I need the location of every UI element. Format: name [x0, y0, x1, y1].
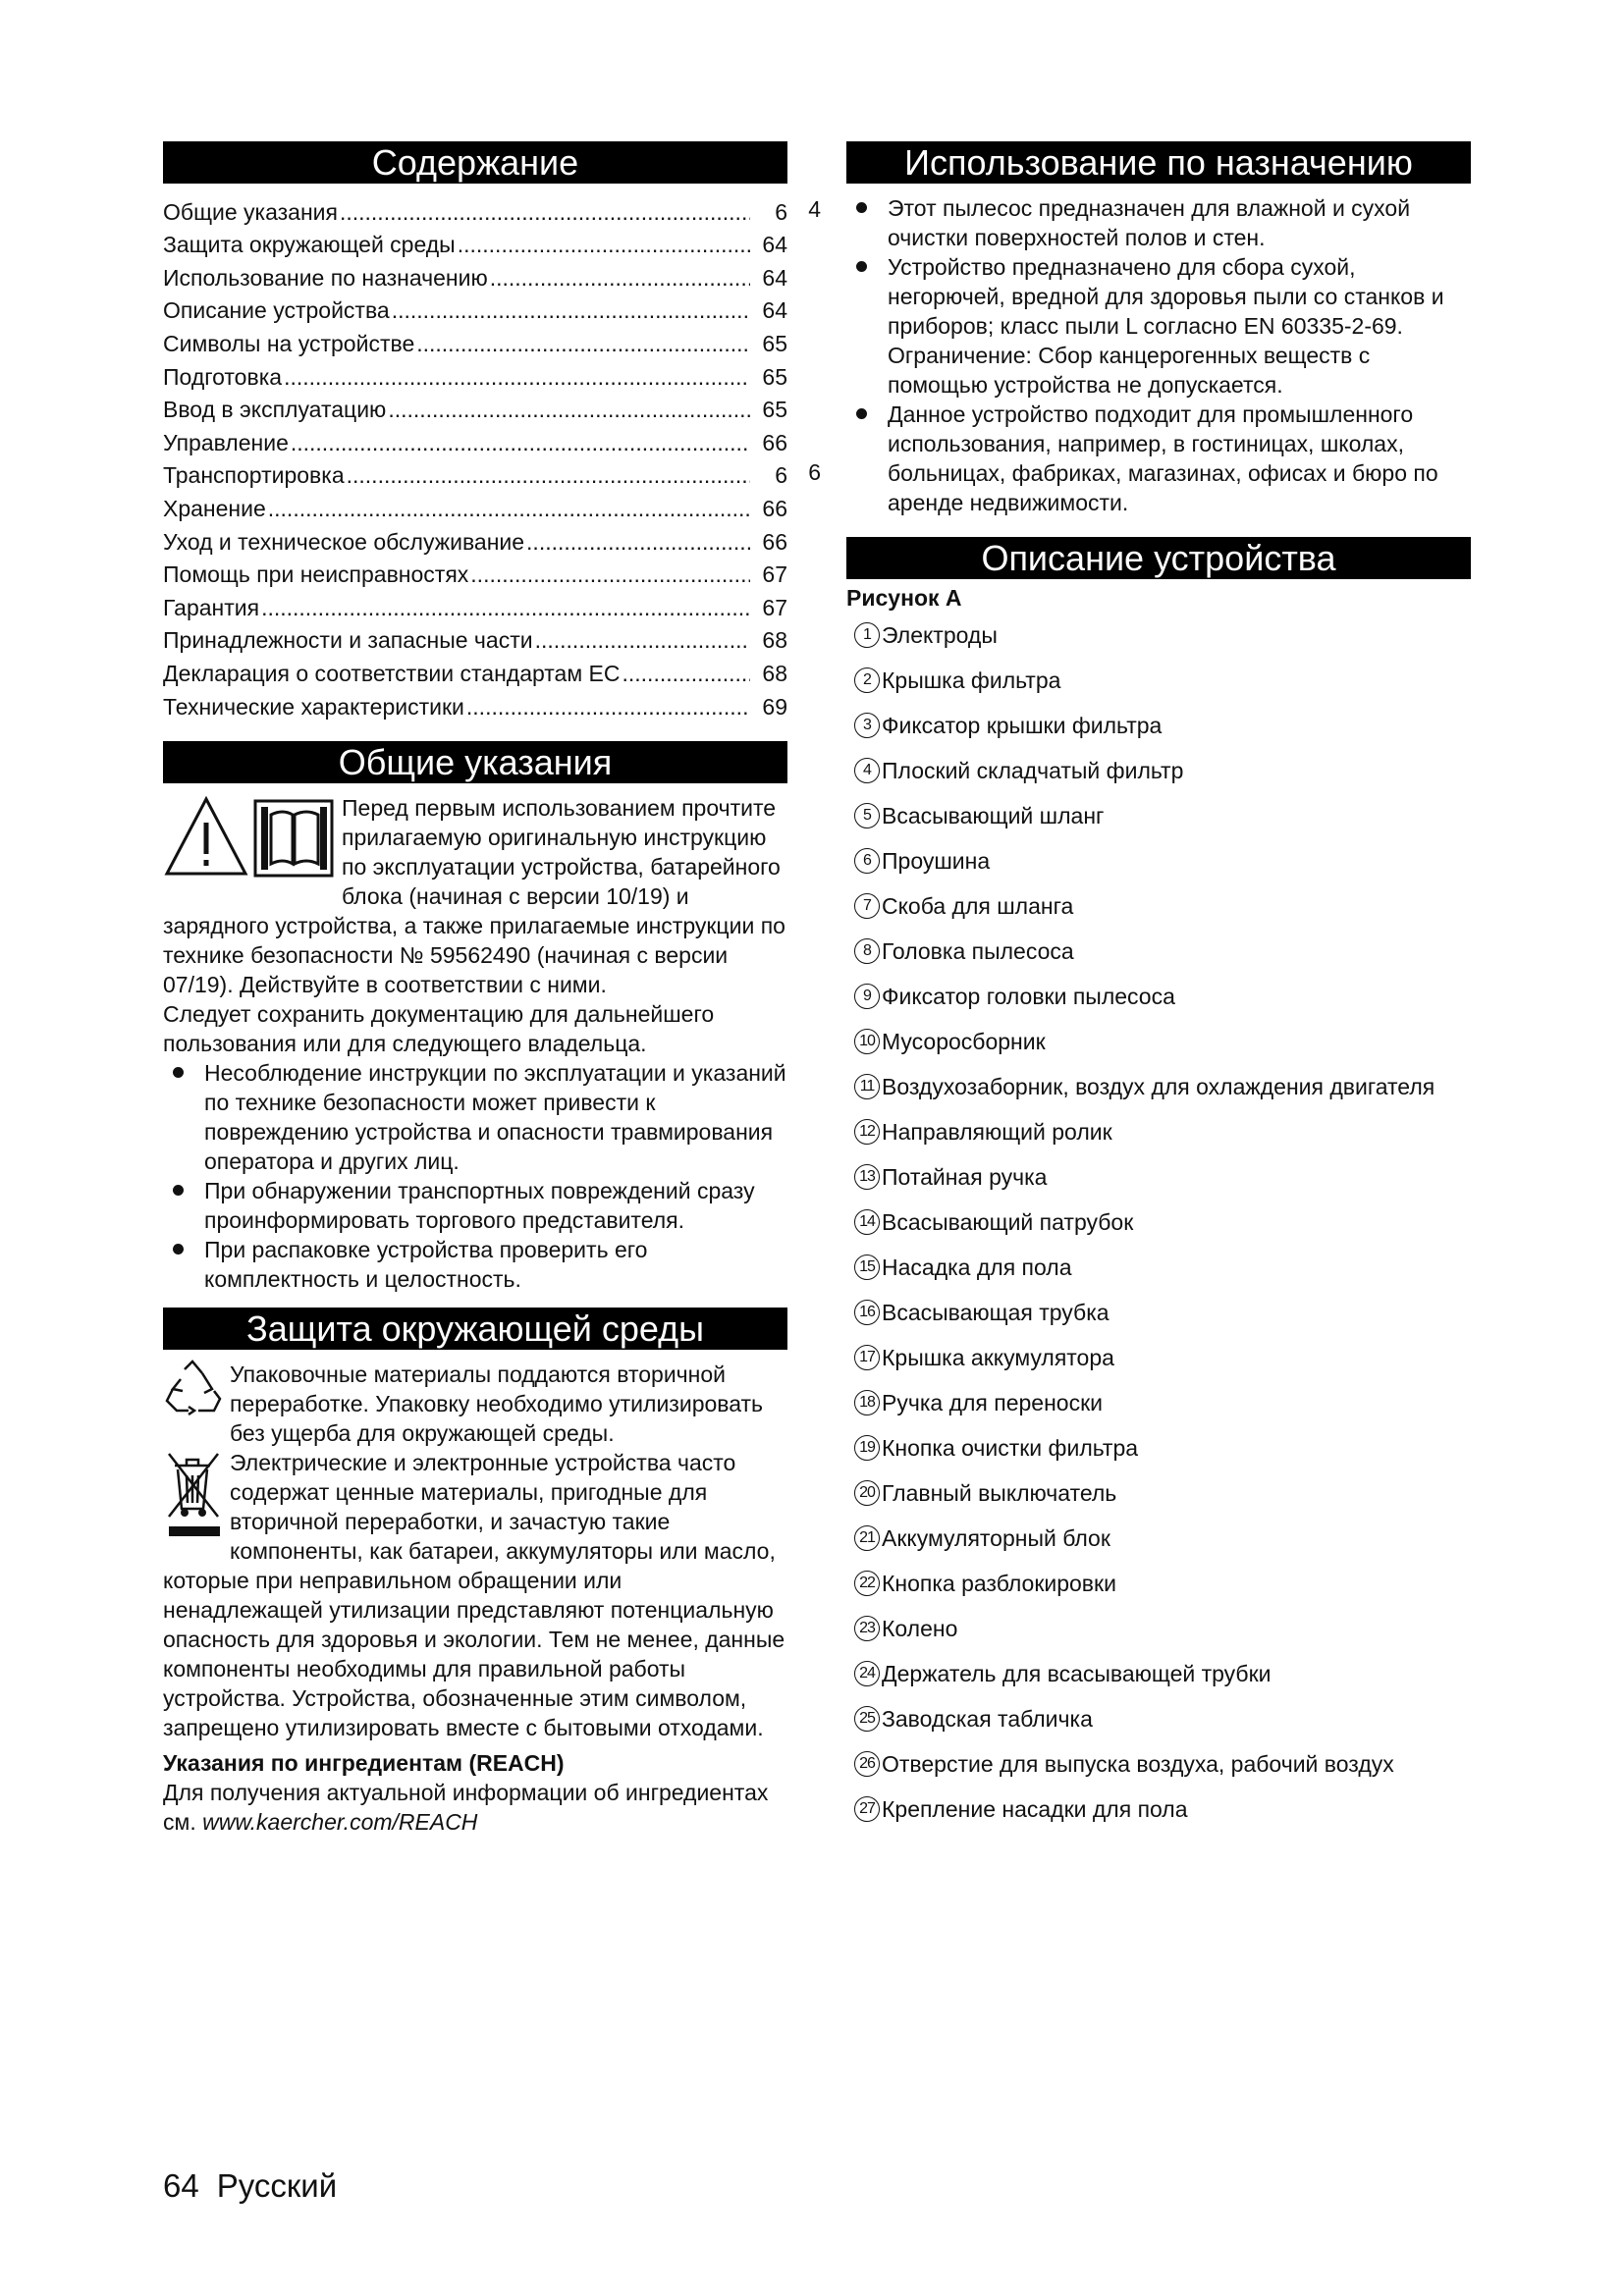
toc-leader: [268, 494, 750, 523]
part-label: Крышка фильтра: [882, 667, 1061, 693]
bullet-dot: [163, 1235, 204, 1294]
part-number: 24: [854, 1661, 880, 1686]
packaging-text: Упаковочные материалы поддаются вторичной переработке. Упаковку необходимо утилизировать без ущерба для окружающей среды.: [230, 1361, 764, 1446]
crossed-bin-icon: [163, 1448, 224, 1542]
toc-item[interactable]: [163, 424, 787, 457]
toc-item-title: Технические характеристики: [163, 693, 464, 720]
part-label: Потайная ручка: [882, 1164, 1048, 1190]
part-number: 14: [854, 1209, 880, 1235]
toc-leader: [291, 428, 750, 457]
part-number: 2: [854, 667, 880, 693]
bullet-dot: [163, 1058, 204, 1176]
packaging-block: [163, 1360, 787, 1448]
toc-item[interactable]: [163, 622, 787, 656]
bullet-item: [163, 1176, 787, 1235]
part-item: [846, 1523, 1471, 1569]
toc-item-page: 64: [762, 297, 787, 324]
part-item: [846, 1433, 1471, 1478]
part-number: 6: [854, 848, 880, 874]
part-item: [846, 711, 1471, 756]
part-label: Фиксатор головки пылесоса: [882, 984, 1175, 1009]
toc-header: Содержание: [163, 141, 787, 184]
part-label: Направляющий ролик: [882, 1119, 1112, 1145]
toc-item-title: Использование по назначению: [163, 264, 488, 291]
part-number: 23: [854, 1616, 880, 1641]
warning-triangle-icon: [163, 793, 336, 881]
part-label: Головка пылесоса: [882, 938, 1074, 964]
part-label: Кнопка разблокировки: [882, 1571, 1116, 1596]
part-item: [846, 1478, 1471, 1523]
toc-item-extra: 6: [808, 459, 821, 486]
toc-item[interactable]: [163, 490, 787, 523]
toc-item[interactable]: [163, 457, 821, 491]
part-item: [846, 846, 1471, 891]
toc-item-title: Защита окружающей среды: [163, 232, 456, 258]
toc-leader: [392, 295, 750, 325]
toc-leader: [535, 625, 750, 655]
part-item: [846, 1298, 1471, 1343]
bullet-dot: [846, 252, 888, 400]
part-number: 21: [854, 1525, 880, 1551]
part-item: [846, 1072, 1471, 1117]
part-item: [846, 1388, 1471, 1433]
part-item: [846, 1659, 1471, 1704]
part-label: Главный выключатель: [882, 1480, 1117, 1506]
part-item: [846, 1207, 1471, 1253]
part-label: Проушина: [882, 848, 991, 874]
toc-leader: [388, 395, 750, 424]
part-label: Крепление насадки для пола: [882, 1796, 1188, 1822]
bullet-text: При обнаружении транспортных повреждений сразу проинформировать торгового представителя.: [204, 1177, 755, 1233]
toc-item-page: 66: [762, 528, 787, 555]
toc-item-page: 6: [775, 198, 787, 225]
right-column: [846, 141, 1471, 1840]
part-item: [846, 1343, 1471, 1388]
part-number: 19: [854, 1435, 880, 1461]
part-label: Всасывающая трубка: [882, 1300, 1110, 1325]
part-number: 16: [854, 1300, 880, 1325]
part-label: Мусоросборник: [882, 1029, 1046, 1054]
part-label: Ручка для переноски: [882, 1390, 1103, 1415]
toc-item[interactable]: [163, 293, 787, 326]
part-item: [846, 666, 1471, 711]
part-number: 25: [854, 1706, 880, 1732]
toc-item-title: Подготовка: [163, 363, 283, 390]
part-item: [846, 1569, 1471, 1614]
toc-item[interactable]: [163, 227, 787, 260]
toc-item-page: 66: [762, 429, 787, 455]
part-number: 10: [854, 1029, 880, 1054]
bullet-text: Устройство предназначено для сбора сухой, негорючей, вредной для здоровья пыли со станков и приборов; класс пыли L согласно EN 60335-2-69. Ограничение: Сбор канцерогенных веществ с помощью устройства не допускается.: [888, 254, 1444, 398]
toc-item[interactable]: [163, 358, 787, 392]
description-header: Описание устройства: [846, 537, 1471, 579]
part-number: 13: [854, 1164, 880, 1190]
toc-item-title: Гарантия: [163, 594, 260, 620]
toc-item[interactable]: [163, 259, 787, 293]
part-label: Воздухозаборник, воздух для охлаждения двигателя: [882, 1074, 1435, 1099]
toc-item-page: 67: [762, 561, 787, 588]
general-bullets: [163, 1058, 787, 1294]
part-label: Кнопка очистки фильтра: [882, 1435, 1139, 1461]
part-number: 4: [854, 758, 880, 783]
toc-item[interactable]: [163, 325, 787, 358]
toc-item-title: Общие указания: [163, 198, 338, 225]
bullet-text: Этот пылесос предназначен для влажной и сухой очистки поверхностей полов и стен.: [888, 195, 1411, 250]
bullet-item: [163, 1235, 787, 1294]
part-number: 8: [854, 938, 880, 964]
part-number: 17: [854, 1345, 880, 1370]
reach-paragraph: [163, 1778, 787, 1837]
part-label: Скоба для шланга: [882, 893, 1074, 919]
part-label: Насадка для пола: [882, 1255, 1072, 1280]
bullet-dot: [846, 400, 888, 517]
bullet-item: [163, 1058, 787, 1176]
part-item: [846, 1794, 1471, 1840]
toc-item-title: Символы на устройстве: [163, 330, 415, 356]
part-item: [846, 1162, 1471, 1207]
toc-item[interactable]: [163, 557, 787, 590]
toc-item-title: Хранение: [163, 495, 266, 521]
bullet-text: Данное устройство подходит для промышленного использования, например, в гостиницах, школах, больницах, фабриках, магазинах, офисах и бюро по аренде недвижимости.: [888, 401, 1438, 515]
toc-item-page: 69: [762, 693, 787, 720]
general-intro-block: [163, 793, 787, 999]
part-label: Всасывающий шланг: [882, 803, 1105, 828]
toc-list: [163, 193, 821, 721]
toc-item-title: Помощь при неисправностях: [163, 561, 469, 588]
bullet-dot: [846, 193, 888, 252]
toc-leader: [347, 460, 750, 490]
environment-header: Защита окружающей среды: [163, 1308, 787, 1350]
part-number: 27: [854, 1796, 880, 1822]
general-keep-text: Следует сохранить документацию для дальнейшего пользования или для следующего владельца.: [163, 1000, 715, 1056]
toc-leader: [470, 560, 750, 589]
part-item: [846, 801, 1471, 846]
toc-leader: [623, 659, 751, 688]
part-number: 22: [854, 1571, 880, 1596]
bullet-text: При распаковке устройства проверить его комплектность и целостность.: [204, 1236, 648, 1292]
page-footer: [163, 2167, 337, 2205]
footer-language: Русский: [216, 2167, 338, 2204]
part-item: [846, 1749, 1471, 1794]
toc-item-page: 66: [762, 495, 787, 521]
part-label: Плоский складчатый фильтр: [882, 758, 1184, 783]
electrical-block: [163, 1448, 787, 1742]
part-item: [846, 1027, 1471, 1072]
part-label: Держатель для всасывающей трубки: [882, 1661, 1272, 1686]
part-item: [846, 982, 1471, 1027]
part-item: [846, 756, 1471, 801]
part-label: Всасывающий патрубок: [882, 1209, 1134, 1235]
toc-item-title: Декларация о соответствии стандартам ЕС: [163, 660, 621, 686]
toc-item-title: Транспортировка: [163, 462, 345, 489]
toc-item-page: 68: [762, 660, 787, 686]
toc-item-page: 65: [762, 397, 787, 423]
toc-leader: [490, 263, 750, 293]
part-item: [846, 1614, 1471, 1659]
recycle-icon: [163, 1360, 224, 1416]
toc-item-page: 64: [762, 232, 787, 258]
figure-label: Рисунок А: [846, 585, 962, 611]
toc-leader: [416, 329, 750, 358]
part-item: [846, 1253, 1471, 1298]
bullet-text: Несоблюдение инструкции по эксплуатации и указаний по технике безопасности может привести к повреждению устройства и опасности травмирования оператора и других лиц.: [204, 1059, 786, 1174]
toc-item[interactable]: [163, 589, 787, 622]
intended-use-bullets: [846, 193, 1471, 517]
page-number: 64: [163, 2167, 199, 2204]
toc-leader: [261, 593, 750, 622]
toc-item-page: 67: [762, 594, 787, 620]
part-item: [846, 1117, 1471, 1162]
part-number: 20: [854, 1480, 880, 1506]
part-number: 1: [854, 622, 880, 648]
left-column: [163, 141, 821, 1837]
toc-leader: [466, 692, 750, 721]
reach-text: Для получения актуальной информации об ингредиентах см.: [163, 1779, 769, 1835]
toc-item-title: Уход и техническое обслуживание: [163, 528, 525, 555]
part-item: [846, 620, 1471, 666]
bullet-dot: [163, 1176, 204, 1235]
toc-item-page: 68: [762, 627, 787, 654]
toc-item-title: Управление: [163, 429, 289, 455]
part-label: Электроды: [882, 622, 998, 648]
part-label: Крышка аккумулятора: [882, 1345, 1114, 1370]
part-label: Аккумуляторный блок: [882, 1525, 1110, 1551]
toc-item-title: Принадлежности и запасные части: [163, 627, 533, 654]
toc-item-page: 65: [762, 330, 787, 356]
general-intro-text: Перед первым использованием прочтите прилагаемую оригинальную инструкцию по эксплуатации устройства, батарейного блока (начиная с версии 10/19) и зарядного устройства, а также прилагаемые инструкции по технике безопасности № 59562490 (начиная с версии 07/19). Действуйте в соответствии с ними.: [163, 794, 785, 997]
part-item: [846, 1704, 1471, 1749]
toc-item[interactable]: [163, 655, 787, 688]
part-number: 7: [854, 893, 880, 919]
part-number: 5: [854, 803, 880, 828]
toc-item-title: Описание устройства: [163, 297, 390, 324]
toc-item[interactable]: [163, 523, 787, 557]
toc-leader: [526, 527, 750, 557]
toc-leader: [458, 230, 750, 259]
toc-leader: [340, 197, 750, 227]
safety-icons: [163, 793, 336, 886]
bullet-item: [846, 252, 1471, 400]
toc-item-page: 65: [762, 363, 787, 390]
part-number: 18: [854, 1390, 880, 1415]
toc-item-extra: 4: [808, 195, 821, 222]
part-number: 3: [854, 713, 880, 738]
part-label: Фиксатор крышки фильтра: [882, 713, 1163, 738]
toc-item[interactable]: [163, 193, 821, 227]
toc-item[interactable]: [163, 688, 787, 721]
part-label: Колено: [882, 1616, 958, 1641]
part-number: 11: [854, 1074, 880, 1099]
part-number: 15: [854, 1255, 880, 1280]
part-number: 9: [854, 984, 880, 1009]
parts-list: [846, 620, 1471, 1840]
crossed-bin-icon-wrap: [163, 1448, 224, 1547]
electrical-text: Электрические и электронные устройства часто содержат ценные материалы, пригодные для вторичной переработки, и зачастую такие компоненты, как батареи, аккумуляторы или масло, которые при неправильном обращении или ненадлежащей утилизации представляют потенциальную опасность для здоровья и экологии. Тем не менее, данные компоненты необходимы для правильной работы устройства. Устройства, обозначенные этим символом, запрещено утилизировать вместе с бытовыми отходами.: [163, 1449, 785, 1740]
intended-use-header: Использование по назначению: [846, 141, 1471, 184]
bullet-item: [846, 400, 1471, 517]
recycle-icon-wrap: [163, 1360, 224, 1421]
reach-title: Указания по ингредиентам (REACH): [163, 1749, 565, 1776]
bullet-item: [846, 193, 1471, 252]
toc-item-page: 6: [775, 462, 787, 489]
toc-item-page: 64: [762, 264, 787, 291]
part-item: [846, 936, 1471, 982]
toc-item[interactable]: [163, 392, 787, 425]
general-header: Общие указания: [163, 741, 787, 783]
manual-book-icon: [255, 801, 332, 876]
toc-item-title: Ввод в эксплуатацию: [163, 397, 387, 423]
part-item: [846, 891, 1471, 936]
part-label: Заводская табличка: [882, 1706, 1093, 1732]
part-number: 12: [854, 1119, 880, 1145]
part-label: Отверстие для выпуска воздуха, рабочий воздух: [882, 1751, 1394, 1777]
part-number: 26: [854, 1751, 880, 1777]
toc-leader: [284, 362, 750, 392]
reach-link[interactable]: www.kaercher.com/REACH: [202, 1808, 478, 1835]
